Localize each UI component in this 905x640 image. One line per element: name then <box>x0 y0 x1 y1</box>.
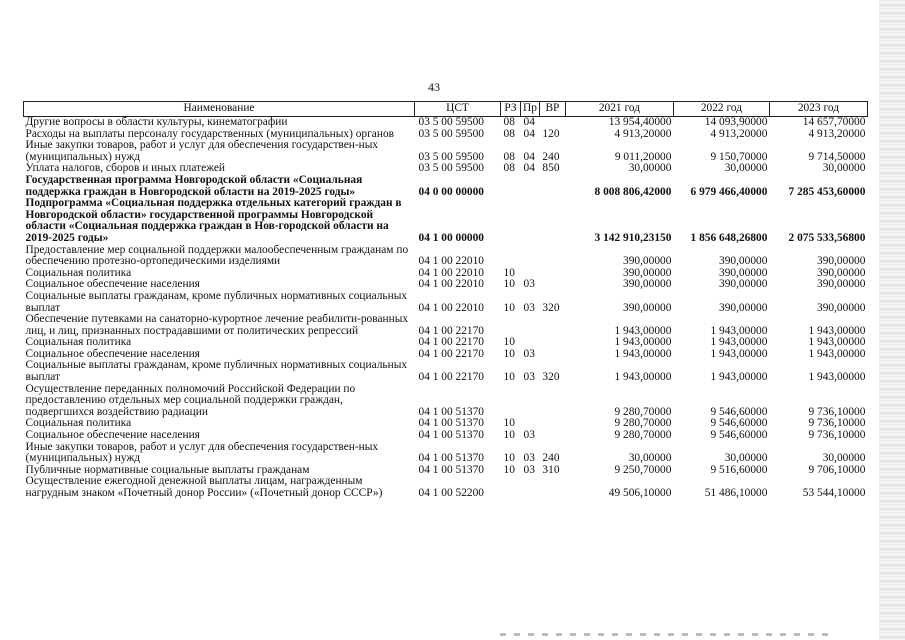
row-rz: 08 <box>503 116 515 128</box>
row-rz: 08 <box>503 150 515 163</box>
header-cst: ЦСТ <box>415 102 501 117</box>
row-name: Государственная программа Новгородской области «Социальная поддержка граждан в Новгородской области на 2019-2025 годы» <box>25 173 363 198</box>
row-2022: 1 943,00000 <box>710 336 768 349</box>
row-rz <box>501 175 521 198</box>
row-pr: 04 <box>523 150 535 163</box>
row-cst: 04 1 00 51370 <box>418 452 484 465</box>
table-row <box>24 430 868 442</box>
row-rz: 10 <box>503 463 515 476</box>
row-name: Социальная политика <box>25 266 132 279</box>
table-row <box>24 175 868 198</box>
row-name: Иные закупки товаров, работ и услуг для обеспечения государствен-ных (муниципальных) нужд <box>25 139 379 163</box>
table-body <box>24 117 868 500</box>
row-name: Социальное обеспечение населения <box>25 278 200 291</box>
row-cst: 04 1 00 51370 <box>418 463 484 476</box>
row-2022: 1 943,00000 <box>710 324 768 337</box>
row-2022: 9 546,60000 <box>710 429 768 442</box>
row-name: Социальная политика <box>25 417 132 430</box>
row-vr <box>539 117 565 129</box>
row-2021: 390,00000 <box>623 266 672 279</box>
row-cst: 04 1 00 51370 <box>418 405 484 418</box>
table-row <box>24 140 868 163</box>
row-vr <box>539 314 565 337</box>
header-2021: 2021 год <box>565 102 673 117</box>
row-pr <box>521 384 540 419</box>
row-2023: 1 943,00000 <box>808 371 866 384</box>
row-rz <box>501 384 521 419</box>
row-name: Осуществление ежегодной денежной выплаты лицам, награжденным нагрудным знаком «Почетный донор России» («Почетный донор СССР») <box>25 475 383 499</box>
row-cst: 03 5 00 59500 <box>418 150 484 163</box>
row-cst: 03 5 00 59500 <box>418 127 484 140</box>
row-2023: 14 657,70000 <box>802 116 866 128</box>
row-pr <box>521 198 540 244</box>
row-2021: 13 954,40000 <box>608 116 672 128</box>
row-2023: 1 943,00000 <box>808 324 866 337</box>
row-cst: 04 0 00 00000 <box>418 185 484 198</box>
table-row <box>24 442 868 465</box>
header-rz: РЗ <box>501 102 521 117</box>
table-header <box>24 102 868 117</box>
row-2023: 390,00000 <box>817 301 866 314</box>
row-pr: 04 <box>523 127 535 140</box>
row-2023: 7 285 453,60000 <box>788 185 866 198</box>
row-2022: 390,00000 <box>719 278 768 291</box>
row-pr: 03 <box>523 371 535 384</box>
scan-artifact <box>500 633 830 636</box>
row-2021: 30,00000 <box>628 452 672 465</box>
row-2021: 3 142 910,23150 <box>594 231 672 244</box>
table-row <box>24 360 868 383</box>
row-2023: 30,00000 <box>822 452 866 465</box>
row-2022: 30,00000 <box>724 162 768 175</box>
row-cst: 04 1 00 22010 <box>418 301 484 314</box>
row-cst: 04 1 00 22170 <box>418 347 484 360</box>
row-cst: 03 5 00 59500 <box>418 162 484 175</box>
row-pr: 03 <box>523 301 535 314</box>
row-pr: 03 <box>523 452 535 465</box>
row-2021: 8 008 806,42000 <box>594 185 672 198</box>
row-vr <box>539 268 565 280</box>
page-number: 43 <box>428 80 440 94</box>
row-2021: 9 250,70000 <box>614 463 672 476</box>
row-vr <box>539 384 565 419</box>
row-pr: 04 <box>523 116 535 128</box>
row-2022: 9 150,70000 <box>710 150 768 163</box>
row-cst: 04 1 00 00000 <box>418 231 484 244</box>
row-rz <box>501 245 521 268</box>
row-vr <box>539 198 565 244</box>
table-row <box>24 245 868 268</box>
row-cst: 04 1 00 22170 <box>418 324 484 337</box>
row-vr <box>539 430 565 442</box>
table-row <box>24 198 868 244</box>
row-pr <box>521 245 540 268</box>
row-cst: 04 1 00 52200 <box>418 487 484 499</box>
row-2023: 9 706,10000 <box>808 463 866 476</box>
row-rz: 08 <box>503 127 515 140</box>
row-2022: 14 093,90000 <box>704 116 768 128</box>
row-pr: 03 <box>523 429 535 442</box>
row-vr <box>539 418 565 430</box>
table-row <box>24 291 868 314</box>
row-name: Социальные выплаты гражданам, кроме публичных нормативных социальных выплат <box>25 289 408 314</box>
row-name: Подпрограмма «Социальная поддержка отдельных категорий граждан в Новгородской области» государственной программы Новгородской области «Социальная поддержка граждан в Нов-городской области на 2019-2025 годы» <box>25 197 402 244</box>
row-name: Иные закупки товаров, работ и услуг для обеспечения государствен-ных (муниципальных) нужд <box>25 440 379 465</box>
row-rz: 10 <box>503 429 515 442</box>
row-2021: 390,00000 <box>623 278 672 291</box>
row-vr: 240 <box>542 452 560 465</box>
row-2023: 9 714,50000 <box>808 150 866 163</box>
header-name: Наименование <box>24 102 415 117</box>
row-2022: 9 546,60000 <box>710 405 768 418</box>
row-2021: 1 943,00000 <box>614 336 672 349</box>
row-2022: 6 979 466,40000 <box>690 185 768 198</box>
row-vr: 240 <box>542 150 560 163</box>
row-vr: 310 <box>542 463 560 476</box>
row-2022: 9 516,60000 <box>710 463 768 476</box>
row-2022: 1 943,00000 <box>710 371 768 384</box>
row-cst: 04 1 00 22010 <box>418 255 484 268</box>
row-pr: 04 <box>523 162 535 175</box>
row-vr <box>539 349 565 361</box>
row-vr: 320 <box>542 301 560 314</box>
row-rz: 10 <box>503 452 515 465</box>
row-2022: 4 913,20000 <box>710 127 768 140</box>
row-2021: 49 506,10000 <box>608 487 672 499</box>
row-2021: 9 011,20000 <box>614 150 672 163</box>
row-vr: 120 <box>542 127 560 140</box>
scanned-page-edge <box>879 0 905 640</box>
row-pr <box>521 314 540 337</box>
table-row <box>24 314 868 337</box>
row-vr <box>539 279 565 291</box>
row-2022: 1 856 648,26800 <box>690 231 768 244</box>
row-name: Обеспечение путевками на санаторно-курортное лечение реабилити-рованных лиц, и лиц, признанных пострадавшими от политических репрессий <box>25 313 409 337</box>
row-pr: 03 <box>523 463 535 476</box>
row-name: Другие вопросы в области культуры, кинематографии <box>25 116 288 128</box>
row-pr: 03 <box>523 347 535 360</box>
row-name: Социальная политика <box>25 336 132 349</box>
row-name: Расходы на выплаты персоналу государственных (муниципальных) органов <box>25 127 395 140</box>
row-vr: 320 <box>542 371 560 384</box>
row-2023: 4 913,20000 <box>808 127 866 140</box>
row-2021: 390,00000 <box>623 301 672 314</box>
row-2023: 2 075 533,56800 <box>788 231 866 244</box>
row-2022: 390,00000 <box>719 301 768 314</box>
row-2023: 390,00000 <box>817 266 866 279</box>
row-rz: 08 <box>503 162 515 175</box>
row-2022: 51 486,10000 <box>704 487 768 499</box>
row-rz: 10 <box>503 301 515 314</box>
row-2023: 1 943,00000 <box>808 347 866 360</box>
row-2023: 53 544,10000 <box>802 487 866 499</box>
header-pr: Пр <box>521 102 540 117</box>
table-row <box>24 476 868 499</box>
row-rz: 10 <box>503 371 515 384</box>
row-pr <box>521 476 540 499</box>
row-rz: 10 <box>503 417 515 430</box>
row-2022: 390,00000 <box>719 266 768 279</box>
row-2023: 30,00000 <box>822 162 866 175</box>
row-2023: 9 736,10000 <box>808 405 866 418</box>
row-name: Уплата налогов, сборов и иных платежей <box>25 162 225 175</box>
row-2022: 1 943,00000 <box>710 347 768 360</box>
row-2021: 4 913,20000 <box>614 127 672 140</box>
row-name: Социальное обеспечение населения <box>25 347 200 360</box>
row-rz <box>501 476 521 499</box>
row-2021: 9 280,70000 <box>614 417 672 430</box>
header-2022: 2022 год <box>673 102 769 117</box>
row-cst: 03 5 00 59500 <box>418 116 484 128</box>
row-cst: 04 1 00 22010 <box>418 278 484 291</box>
row-2023: 1 943,00000 <box>808 336 866 349</box>
row-pr: 03 <box>523 278 535 291</box>
row-2021: 1 943,00000 <box>614 371 672 384</box>
row-2022: 9 546,60000 <box>710 417 768 430</box>
row-cst: 04 1 00 22010 <box>418 266 484 279</box>
row-rz <box>501 314 521 337</box>
header-2023: 2023 год <box>769 102 867 117</box>
row-2021: 30,00000 <box>628 162 672 175</box>
row-2021: 1 943,00000 <box>614 347 672 360</box>
row-2021: 390,00000 <box>623 255 672 268</box>
row-vr: 850 <box>542 162 560 175</box>
row-cst: 04 1 00 51370 <box>418 429 484 442</box>
table-row <box>24 117 868 129</box>
row-rz: 10 <box>503 347 515 360</box>
row-vr <box>539 337 565 349</box>
row-name: Социальные выплаты гражданам, кроме публичных нормативных социальных выплат <box>25 359 408 384</box>
row-vr <box>539 245 565 268</box>
table-row <box>24 384 868 419</box>
row-vr <box>539 476 565 499</box>
row-pr <box>521 175 540 198</box>
header-row <box>24 102 868 117</box>
row-2023: 390,00000 <box>817 278 866 291</box>
row-2023: 9 736,10000 <box>808 417 866 430</box>
row-2021: 9 280,70000 <box>614 429 672 442</box>
row-2023: 9 736,10000 <box>808 429 866 442</box>
row-2023: 390,00000 <box>817 255 866 268</box>
row-name: Предоставление мер социальной поддержки малообеспеченным гражданам по обеспечению протезно-ортопедическими изделиями <box>25 243 409 268</box>
row-name: Публичные нормативные социальные выплаты гражданам <box>25 463 310 476</box>
row-2021: 9 280,70000 <box>614 405 672 418</box>
budget-table <box>23 101 868 500</box>
header-vr: ВР <box>539 102 565 117</box>
row-rz: 10 <box>503 266 515 279</box>
row-2021: 1 943,00000 <box>614 324 672 337</box>
row-rz: 10 <box>503 278 515 291</box>
row-rz <box>501 198 521 244</box>
row-cst: 04 1 00 22170 <box>418 336 484 349</box>
row-2022: 30,00000 <box>724 452 768 465</box>
row-rz: 10 <box>503 336 515 349</box>
row-name: Осуществление переданных полномочий Российской Федерации по предоставлению отдельных мер социальной поддержки граждан, подвергшихся воздействию радиации <box>25 382 356 418</box>
row-name: Социальное обеспечение населения <box>25 429 200 442</box>
row-cst: 04 1 00 51370 <box>418 417 484 430</box>
row-vr <box>539 175 565 198</box>
row-cst: 04 1 00 22170 <box>418 371 484 384</box>
row-2022: 390,00000 <box>719 255 768 268</box>
